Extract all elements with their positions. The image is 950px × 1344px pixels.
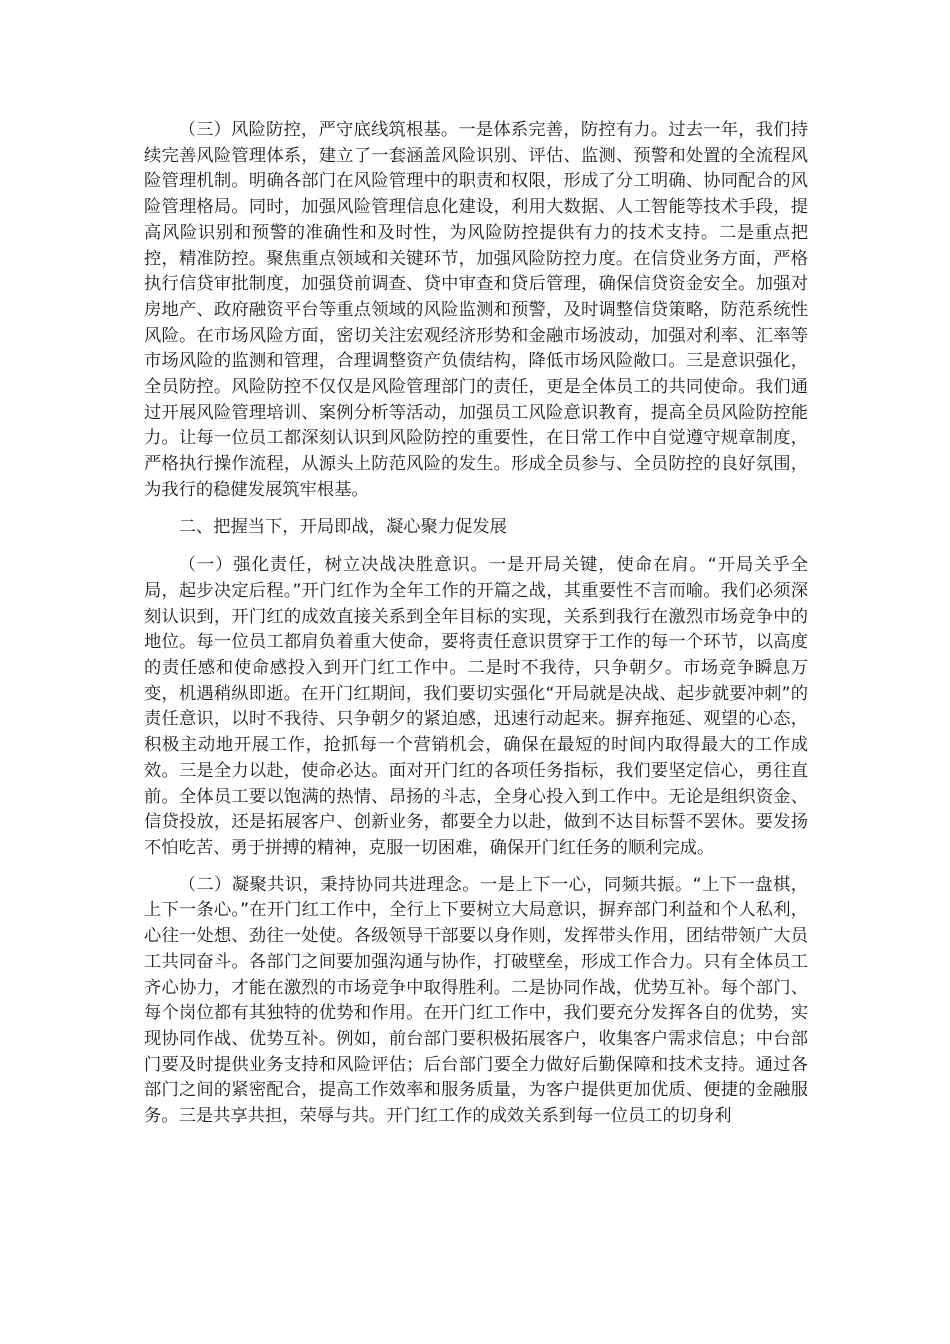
paragraph-responsibility: （一）强化责任，树立决战决胜意识。一是开局关键，使命在肩。“开局关乎全局，起步决定后程。”开门红作为全年工作的开篇之战，其重要性不言而喻。我们必须深刻认识到，开门红的成效直接关系到全年目标的实现，关系到我行在激烈市场竞争中的地位。每一位员工都肩负着重大使命，要将责任意识贯穿于工作的每一个环节，以高度的责任感和使命感投入到开门红工作中。二是时不我待，只争朝夕。市场竞争瞬息万变，机遇稍纵即逝。在开门红期间，我们要切实强化“开局就是决战、起步就要冲刺”的责任意识，以时不我待、只争朝夕的紧迫感，迅速行动起来。摒弃拖延、观望的心态，积极主动地开展工作，抢抓每一个营销机会，确保在最短的时间内取得最大的工作成效。三是全力以赴，使命必达。面对开门红的各项任务指标，我们要坚定信心，勇往直前。全体员工要以饱满的热情、昂扬的斗志，全身心投入到工作中。无论是组织资金、信贷投放，还是拓展客户、创新业务，都要全力以赴，做到不达目标誓不罢休。要发扬不怕吃苦、勇于拼搏的精神，克服一切困难，确保开门红任务的顺利完成。 [144,555,808,858]
paragraph-risk-control: （三）风险防控，严守底线筑根基。一是体系完善，防控有力。过去一年，我们持续完善风险管理体系，建立了一套涵盖风险识别、评估、监测、预警和处置的全流程风险管理机制。明确各部门在风险管理中的职责和权限，形成了分工明确、协同配合的风险管理格局。同时，加强风险管理信息化建设，利用大数据、人工智能等技术手段，提高风险识别和预警的准确性和及时性，为风险防控提供有力的技术支持。二是重点把控，精准防控。聚焦重点领域和关键环节，加强风险防控力度。在信贷业务方面，严格执行信贷审批制度，加强贷前调查、贷中审查和贷后管理，确保信贷资金安全。加强对房地产、政府融资平台等重点领域的风险监测和预警，及时调整信贷策略，防范系统性风险。在市场风险方面，密切关注宏观经济形势和金融市场波动，加强对利率、汇率等市场风险的监测和管理，合理调整资产负债结构，降低市场风险敞口。三是意识强化，全员防控。风险防控不仅仅是风险管理部门的责任，更是全体员工的共同使命。我们通过开展风险管理培训、案例分析等活动，加强员工风险意识教育，提高全员风险防控能力。让每一位员工都深刻认识到风险防控的重要性，在日常工作中自觉遵守规章制度，严格执行操作流程，从源头上防范风险的发生。形成全员参与、全员防控的良好氛围，为我行的稳健发展筑牢根基。 [144,120,808,500]
section-heading: 二、把握当下，开局即战，凝心聚力促发展 [178,516,507,537]
document-page [144,118,808,1141]
paragraph-consensus: （二）凝聚共识，秉持协同共进理念。一是上下一心，同频共振。“上下一盘棋，上下一条心。”在开门红工作中，全行上下要树立大局意识，摒弃部门利益和个人私利，心往一处想、劲往一处使。各级领导干部要以身作则，发挥带头作用，团结带领广大员工共同奋斗。各部门之间要加强沟通与协作，打破壁垒，形成工作合力。只有全体员工齐心协力，才能在激烈的市场竞争中取得胜利。二是协同作战，优势互补。每个部门、每个岗位都有其独特的优势和作用。在开门红工作中，我们要充分发挥各自的优势，实现协同作战、优势互补。例如，前台部门要积极拓展客户，收集客户需求信息；中台部门要及时提供业务支持和风险评估；后台部门要全力做好后勤保障和技术支持。通过各部门之间的紧密配合，提高工作效率和服务质量，为客户提供更加优质、便捷的金融服务。三是共享共担，荣辱与共。开门红工作的成效关系到每一位员工的切身利 [144,874,808,1127]
